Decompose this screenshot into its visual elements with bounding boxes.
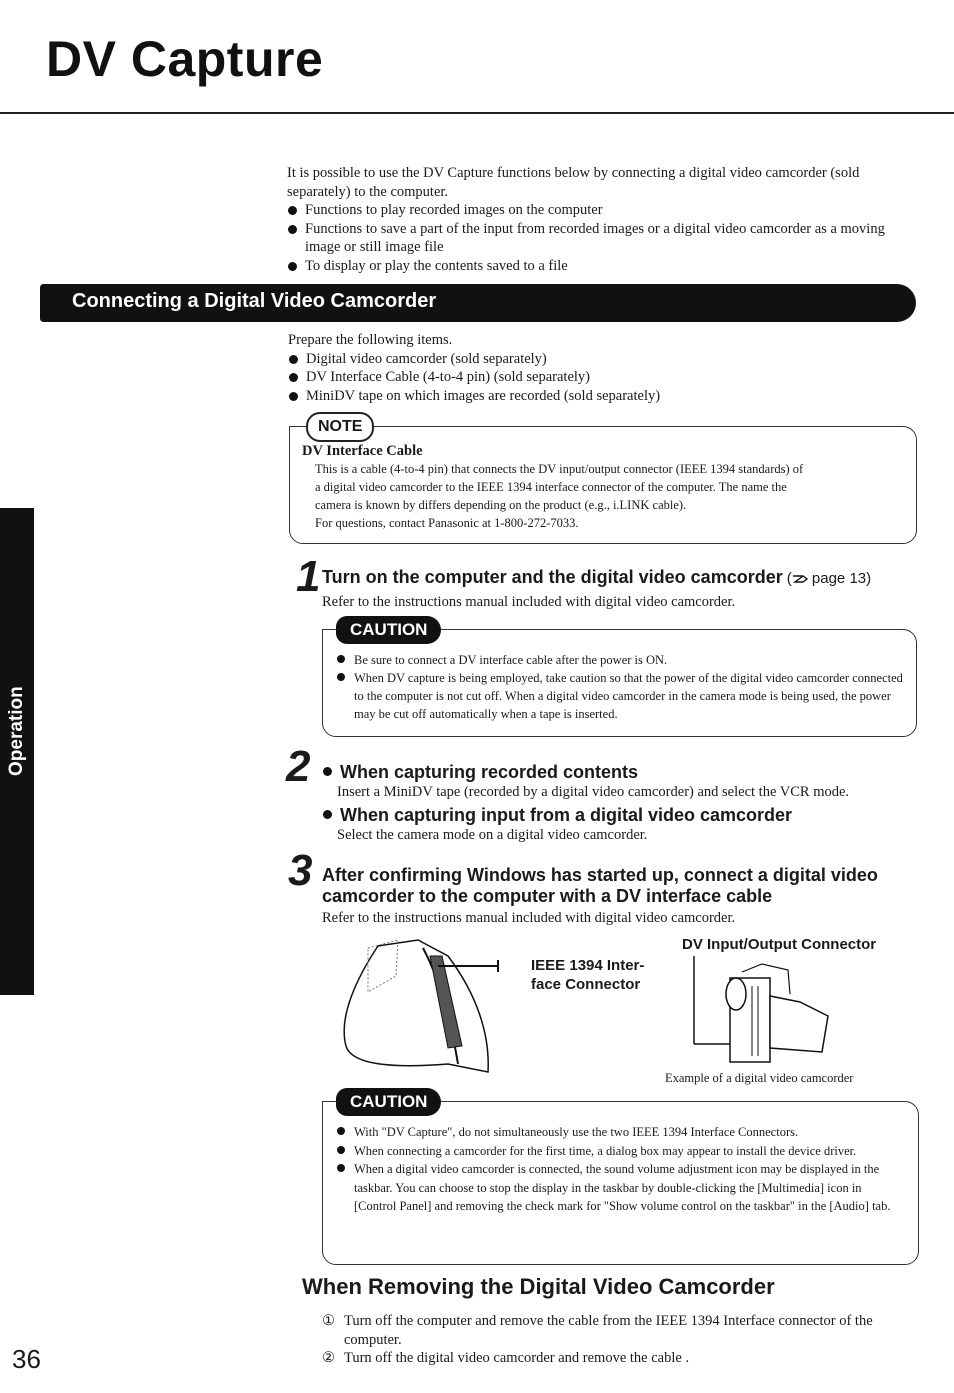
laptop-illustration <box>338 936 538 1076</box>
note-heading: DV Interface Cable <box>302 443 423 459</box>
intro-bullet: Functions to save a part of the input from recorded images or a digital video camcorder as a moving image or still image file <box>287 220 917 257</box>
intro <box>287 164 917 275</box>
step2-sub2-heading: When capturing input from a digital video camcorder <box>322 805 922 826</box>
step1-text: Refer to the instructions manual included with digital video camcorder. <box>322 594 736 610</box>
step1-heading: Turn on the computer and the digital video camcorder <box>322 567 783 587</box>
note-content <box>302 443 908 532</box>
note-tag: NOTE <box>306 412 374 442</box>
intro-bullet: Functions to play recorded images on the computer <box>287 201 917 220</box>
section-banner-title: Connecting a Digital Video Camcorder <box>72 290 437 312</box>
prepare-bullet: Digital video camcorder (sold separately) <box>288 350 908 369</box>
prepare-list <box>288 331 908 405</box>
caution-bullet: When a digital video camcorder is connected, the sound volume adjustment icon may be displayed in the taskbar. You can choose to stop the display in the taskbar by double-clicking the [Multimedia] icon in [Control Panel] and removing the check mark for "Show volume control on the taskbar" in the [Audio] tab. <box>336 1160 906 1216</box>
prepare-bullet: DV Interface Cable (4-to-4 pin) (sold separately) <box>288 368 908 387</box>
caution-bullet: When DV capture is being employed, take caution so that the power of the digital video camcorder connected to the computer is not cut off. When a digital video camcorder in the camera mode is being used, the power may be cut off automatically when a tape is inserted. <box>336 669 904 723</box>
step3-heading-line1: After confirming Windows has started up, connect a digital video <box>322 865 878 885</box>
side-tab-label: Operation <box>6 686 27 776</box>
list-item <box>322 1312 922 1349</box>
section-banner <box>40 284 916 322</box>
list-item <box>322 1349 922 1368</box>
intro-text: It is possible to use the DV Capture functions below by connecting a digital video camcorder (sold separately) to the computer. <box>287 165 860 200</box>
list-text: Turn off the digital video camcorder and remove the cable . <box>344 1350 690 1366</box>
step1-heading-row <box>322 567 932 589</box>
step3-content <box>322 865 932 928</box>
caution-bullet: Be sure to connect a DV interface cable after the power is ON. <box>336 651 904 669</box>
caution-tag: CAUTION <box>336 616 441 644</box>
side-tab <box>0 508 34 995</box>
note-line: camera is known by differs depending on the product (e.g., i.LINK cable). <box>315 498 687 512</box>
ieee-label-line: IEEE 1394 Inter- <box>531 957 645 974</box>
list-marker: ② <box>322 1350 335 1366</box>
note-line: a digital video camcorder to the IEEE 1394 interface connector of the computer. The name the <box>315 480 787 494</box>
ieee-connector-label <box>531 956 691 994</box>
caution-bullet: With "DV Capture", do not simultaneously use the two IEEE 1394 Interface Connectors. <box>336 1123 906 1142</box>
step2-sub1-text: Insert a MiniDV tape (recorded by a digital video camcorder) and select the VCR mode. <box>337 784 850 800</box>
title-rule <box>0 112 954 114</box>
page-title: DV Capture <box>46 31 324 87</box>
step2-content <box>322 762 922 844</box>
step1-ref-open: ( <box>786 570 792 587</box>
caution2-content <box>336 1123 906 1216</box>
step3-text: Refer to the instructions manual included with digital video camcorder. <box>322 910 736 926</box>
figure-caption: Example of a digital video camcorder <box>665 1071 854 1085</box>
caution1-content <box>336 651 904 723</box>
step3-heading-line2: camcorder to the computer with a DV interface cable <box>322 886 773 906</box>
step-number: 2 <box>286 742 311 791</box>
ieee-label-line: face Connector <box>531 976 641 993</box>
camcorder-illustration <box>690 956 840 1068</box>
caution-tag: CAUTION <box>336 1088 441 1116</box>
step-number: 1 <box>296 552 321 601</box>
step2-sub1-heading: When capturing recorded contents <box>322 762 922 783</box>
page-number: 36 <box>12 1344 41 1374</box>
prepare-text: Prepare the following items. <box>288 332 453 348</box>
list-text: Turn off the computer and remove the cable from the IEEE 1394 Interface connector of the computer. <box>344 1313 873 1348</box>
note-line: This is a cable (4-to-4 pin) that connects the DV input/output connector (IEEE 1394 standards) of <box>315 462 804 476</box>
dv-connector-label: DV Input/Output Connector <box>682 936 877 953</box>
step1-ref: page 13) <box>811 570 872 587</box>
removing-list <box>322 1312 922 1368</box>
removing-heading: When Removing the Digital Video Camcorder <box>302 1274 775 1299</box>
prepare-bullet: MiniDV tape on which images are recorded (sold separately) <box>288 387 908 406</box>
pointing-hand-icon <box>792 572 808 589</box>
caution-bullet: When connecting a camcorder for the first time, a dialog box may appear to install the device driver. <box>336 1142 906 1161</box>
step2-sub2-text: Select the camera mode on a digital video camcorder. <box>337 826 648 843</box>
step-number: 3 <box>288 846 313 895</box>
list-marker: ① <box>322 1313 335 1329</box>
intro-bullet: To display or play the contents saved to a file <box>287 257 917 276</box>
note-line: For questions, contact Panasonic at 1-800-272-7033. <box>315 516 579 530</box>
